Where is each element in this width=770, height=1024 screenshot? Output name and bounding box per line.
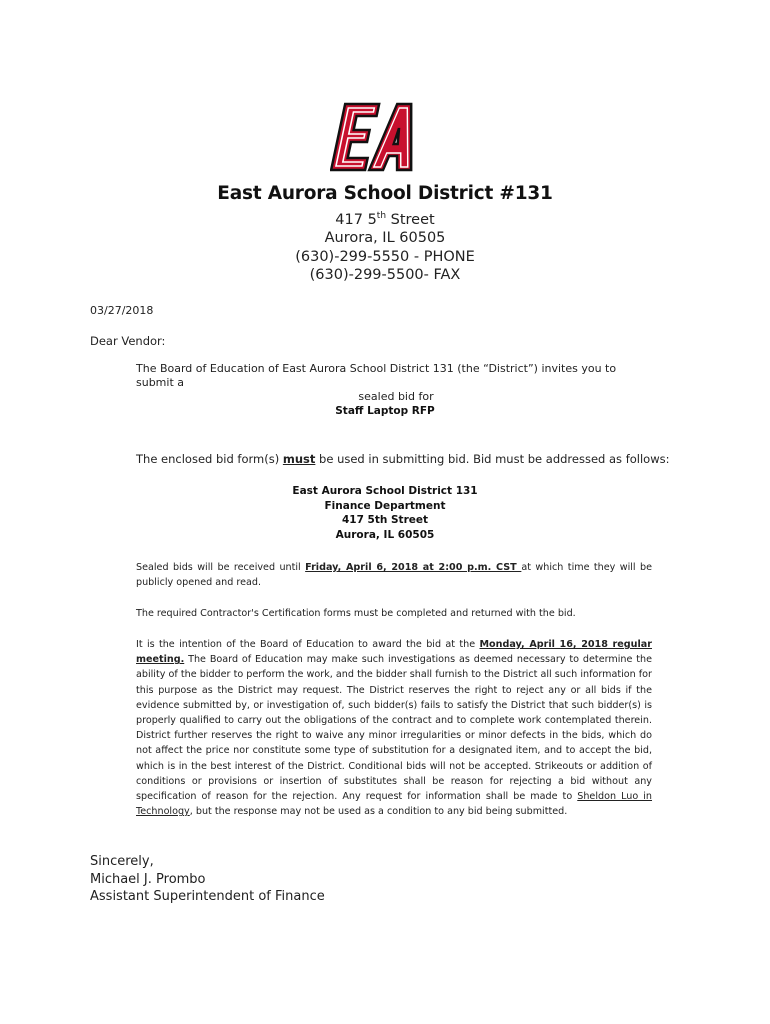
ea-logo <box>330 100 420 176</box>
district-address <box>0 207 770 285</box>
rfp-title: Staff Laptop RFP <box>335 405 435 417</box>
logo-letter-e <box>331 104 379 170</box>
salutation: Dear Vendor: <box>90 334 166 348</box>
signer-title: Assistant Superintendent of Finance <box>90 889 325 904</box>
enclosed-instruction: The enclosed bid form(s) must be used in submitting bid. Bid must be addressed as follows: <box>136 452 670 466</box>
phone-line: (630)-299-5550 - PHONE <box>295 248 475 265</box>
signer-name: Michael J. Prombo <box>90 871 206 887</box>
certification-paragraph: The required Contractor's Certification forms must be completed and returned with the bid. <box>136 608 576 619</box>
meeting-date: Monday, April 16, 2018 regular meeting. <box>136 639 652 666</box>
mailing-address: East Aurora School District 131 Finance Department 417 5th Street Aurora, IL 60505 <box>292 485 478 541</box>
fax-line: (630)-299-5500- FAX <box>309 267 461 284</box>
intro-paragraph <box>136 362 656 404</box>
award-paragraph: It is the intention of the Board of Education to award the bid at the Monday, April 16, 2018 regular meeting. The Board of Education may make such investigations as deemed necessary to determine the ability of the bidder to perform the work, and the bidder shall furnish to the District all such information for this purpose as the District may request. The District reserves the right to reject any or all bids if the evidence submitted by, or investigation of, such bidder(s) fails to satisfy the District that such bidder(s) is properly qualified to carry out the obligations of the contract and to complete work contemplated therein. District further reserves the right to waive any minor irregularities or minor defects in the bids, which do not affect the price nor constitute some type of substitution for a designated item, and to accept the bid, which is in the best interest of the District. Conditional bids will not be accepted. Strikeouts or addition of conditions or provisions or insertion of substitutes shall be reason for rejecting a bid without any specification of reason for the rejection. Any request for information shall be made to Sheldon Luo in Technology, but the response may not be used as a condition to any bid being submitted. <box>136 639 653 818</box>
deadline-paragraph: Sealed bids will be received until Friday, April 6, 2018 at 2:00 p.m. CST at which time they will be publicly opened and read. <box>136 562 653 589</box>
deadline-date: Friday, April 6, 2018 at 2:00 p.m. CST <box>305 562 522 573</box>
contact-link: Sheldon Luo in Technology <box>136 791 653 818</box>
signature-block <box>90 853 325 906</box>
city-line: Aurora, IL 60505 <box>324 230 446 247</box>
must-emphasis: must <box>282 452 316 466</box>
letter-date: 03/27/2018 <box>90 304 154 317</box>
intro-line-1: The Board of Education of East Aurora School District 131 (the “District”) invites you to submit a <box>136 362 617 389</box>
district-name: East Aurora School District #131 <box>217 183 553 204</box>
intro-line-2: sealed bid for <box>358 390 434 403</box>
street-line: 417 5th Street <box>335 211 435 228</box>
closing: Sincerely, <box>90 854 154 869</box>
